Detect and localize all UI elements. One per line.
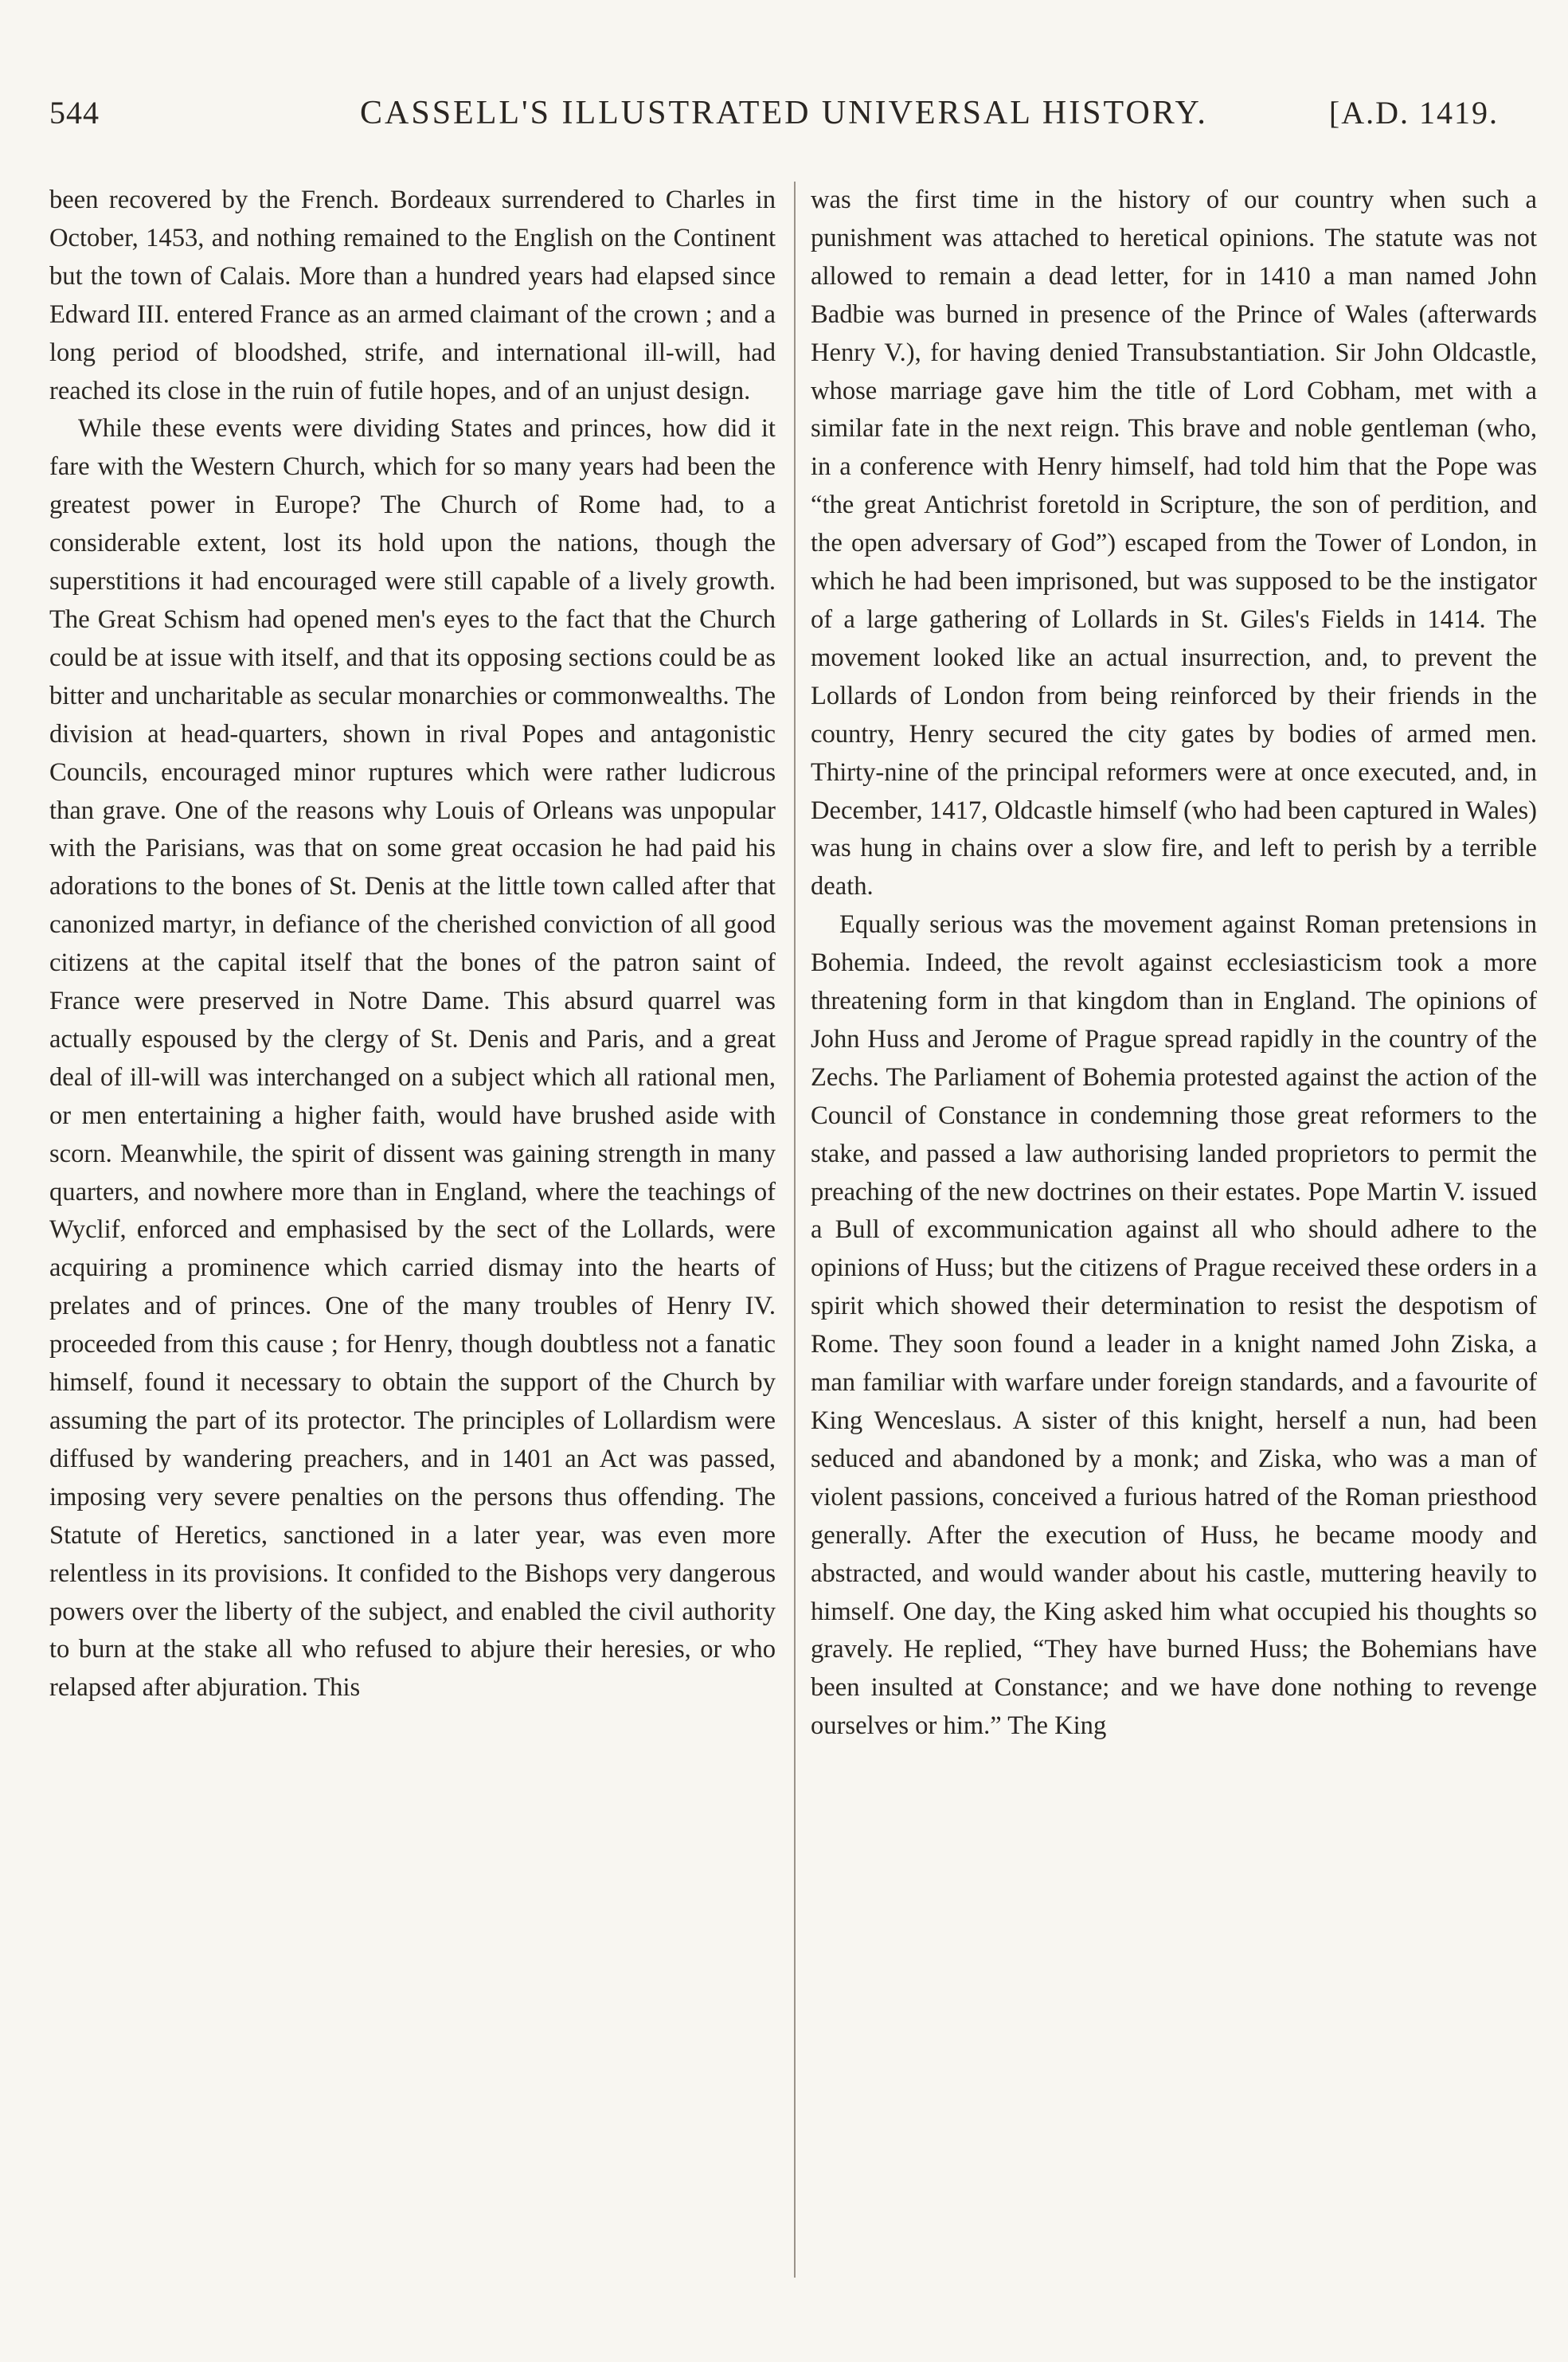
paragraph-heretical-opinions: was the first time in the history of our country when such a punishment was attached to heretical opinions. The statute was not allowed to remain a dead letter, for in 1410 a man named John Badbie was burned in presence of the Prince of Wales (afterwards Henry V.), for having denied Transubstantiation. Sir John Oldcastle, whose marriage gave him the title of Lord Cobham, met with a similar fate in the next reign. This brave and noble gentleman (who, in a conference with Henry himself, had told him that the Pope was “the great Antichrist foretold in Scripture, the son of perdition, and the open adversary of God”) escaped from the Tower of London, in which he had been imprisoned, but was supposed to be the instigator of a large gathering of Lollards in St. Giles's Fields in 1414. The movement looked like an actual insurrection, and, to prevent the Lollards of London from being reinforced by their friends in the country, Henry secured the city gates by bodies of armed men. Thirty-nine of the principal reformers were at once executed, and, in December, 1417, Oldcastle himself (who had been captured in Wales) was hung in chains over a slow fire, and left to perish by a terrible death. [811, 186, 1537, 901]
page-header [49, 94, 1499, 150]
running-title: CASSELL'S ILLUSTRATED UNIVERSAL HISTORY. [360, 95, 1208, 131]
left-column [49, 182, 776, 1707]
paragraph-continuation: been recovered by the French. Bordeaux surrendered to Charles in October, 1453, and nothing remained to the English on the Continent but the town of Calais. More than a hundred years had elapsed since Edward III. entered France as an armed claimant of the crown ; and a long period of bloodshed, strife, and international ill-will, had reached its close in the ruin of futile hopes, and of an unjust design. [49, 186, 776, 405]
column-divider [794, 182, 796, 2278]
year-marker: [A.D. 1419. [1328, 95, 1499, 131]
paragraph-western-church: While these events were dividing States and princes, how did it fare with the Western Church, which for so many years had been the greatest power in Europe? The Church of Rome had, to a considerable extent, lost its hold upon the nations, though the superstitions it had encouraged were still capable of a lively growth. The Great Schism had opened men's eyes to the fact that the Church could be at issue with itself, and that its opposing sections could be as bitter and uncharitable as secular monarchies or commonwealths. The division at head-quarters, shown in rival Popes and antagonistic Councils, encouraged minor ruptures which were rather ludicrous than grave. One of the reasons why Louis of Orleans was unpopular with the Parisians, was that on some great occasion he had paid his adorations to the bones of St. Denis at the little town called after that canonized martyr, in defiance of the cherished conviction of all good citizens at the capital itself that the bones of the patron saint of France were preserved in Notre Dame. This absurd quarrel was actually espoused by the clergy of St. Denis and Paris, and a great deal of ill-will was interchanged on a subject which all rational men, or men entertaining a higher faith, would have brushed aside with scorn. Meanwhile, the spirit of dissent was gaining strength in many quarters, and nowhere more than in England, where the teachings of Wyclif, enforced and emphasised by the sect of the Lollards, were acquiring a prominence which carried dismay into the hearts of prelates and of princes. One of the many troubles of Henry IV. proceeded from this cause ; for Henry, though doubtless not a fanatic himself, found it necessary to obtain the support of the Church by assuming the part of its protector. The principles of Lollardism were diffused by wandering preachers, and in 1401 an Act was passed, imposing very severe penalties on the persons thus offending. The Statute of Heretics, sanctioned in a later year, was even more relentless in its provisions. It confided to the Bishops very dangerous powers over the liberty of the subject, and enabled the civil authority to burn at the stake all who refused to abjure their heresies, or who relapsed after abjuration. This [49, 414, 776, 1703]
page-number: 544 [49, 95, 100, 131]
paragraph-bohemia: Equally serious was the movement against Roman pretensions in Bohemia. Indeed, the revolt against ecclesiasticism took a more threatening form in that kingdom than in England. The opinions of John Huss and Jerome of Prague spread rapidly in the country of the Zechs. The Parliament of Bohemia protested against the action of the Council of Constance in condemning those great reformers to the stake, and passed a law authorising landed proprietors to permit the preaching of the new doctrines on their estates. Pope Martin V. issued a Bull of excommunication against all who should adhere to the opinions of Huss; but the citizens of Prague received these orders in a spirit which showed their determination to resist the despotism of Rome. They soon found a leader in a knight named John Ziska, a man familiar with warfare under foreign standards, and a favourite of King Wenceslaus. A sister of this knight, herself a nun, had been seduced and abandoned by a monk; and Ziska, who was a man of violent passions, conceived a furious hatred of the Roman priesthood generally. After the execution of Huss, he became moody and abstracted, and would wander about his castle, muttering heavily to himself. One day, the King asked him what occupied his thoughts so gravely. He replied, “They have burned Huss; the Bohemians have been insulted at Constance; and we have done nothing to revenge ourselves or him.” The King [811, 910, 1537, 1741]
right-column [811, 182, 1537, 1746]
